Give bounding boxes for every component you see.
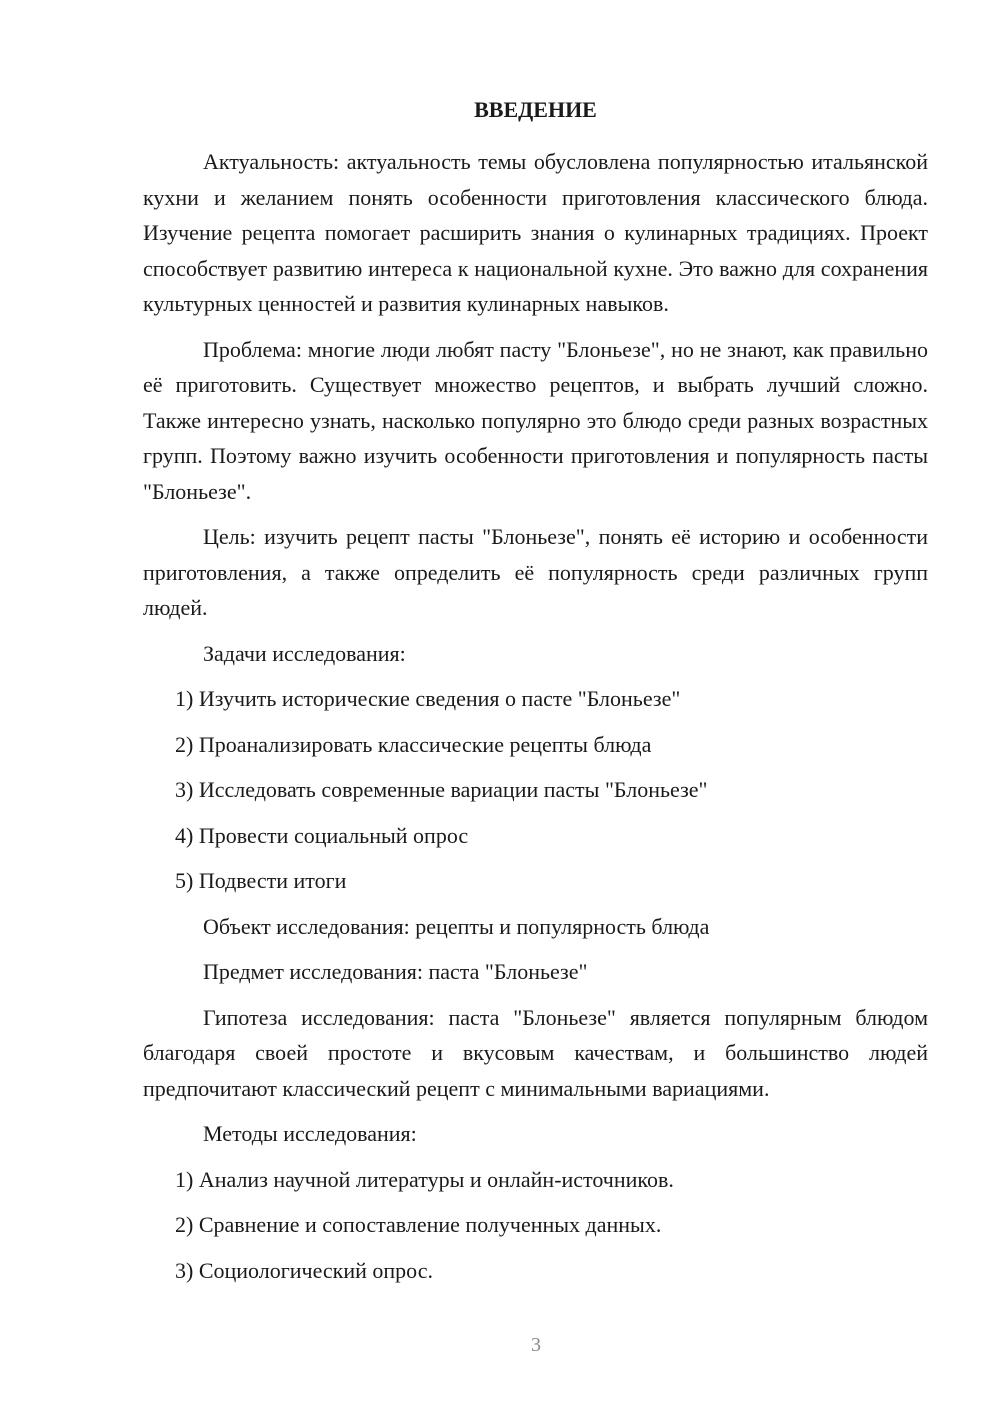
page-number: 3 bbox=[531, 1334, 541, 1356]
page-title: ВВЕДЕНИЕ bbox=[474, 97, 597, 122]
methods-label: Методы исследования: bbox=[203, 1121, 417, 1146]
task-item-5: 5) Подвести итоги bbox=[175, 868, 347, 893]
document-page bbox=[143, 94, 928, 1298]
method-item-1: 1) Анализ научной литературы и онлайн-источников. bbox=[175, 1166, 674, 1192]
task-item-3: 3) Исследовать современные вариации пасты "Блоньезе" bbox=[175, 777, 708, 802]
subject-line: Предмет исследования: паста "Блоньезе" bbox=[203, 959, 588, 984]
goal-paragraph: Цель: изучить рецепт пасты "Блоньезе", понять её историю и особенности приготовления, а также определить её популярность среди различных групп людей. bbox=[143, 524, 928, 620]
task-item-4: 4) Провести социальный опрос bbox=[175, 822, 469, 848]
hypothesis-paragraph: Гипотеза исследования: паста "Блоньезе" является популярным блюдом благодаря своей простоте и вкусовым качествам, и большинство людей предпочитают классический рецепт с минимальными вариациями. bbox=[143, 1004, 928, 1101]
relevance-paragraph: Актуальность: актуальность темы обусловлена популярностью итальянской кухни и желанием понять особенности приготовления классического блюда. Изучение рецепта помогает расширить знания о кулинарных традициях. Проект способствует развитию интереса к национальной кухне. Это важно для сохранения культурных ценностей и развития кулинарных навыков. bbox=[143, 149, 928, 316]
method-item-3: 3) Социологический опрос. bbox=[175, 1257, 433, 1283]
object-line: Объект исследования: рецепты и популярность блюда bbox=[203, 913, 710, 939]
method-item-2: 2) Сравнение и сопоставление полученных данных. bbox=[175, 1212, 662, 1237]
tasks-label: Задачи исследования: bbox=[203, 640, 406, 666]
task-item-2: 2) Проанализировать классические рецепты блюда bbox=[175, 731, 652, 757]
task-item-1: 1) Изучить исторические сведения о пасте "Блоньезе" bbox=[175, 686, 681, 711]
problem-paragraph: Проблема: многие люди любят пасту "Блоньезе", но не знают, как правильно её приготовить. Существует множество рецептов, и выбрать лучший сложно. Также интересно узнать, насколько популярно это блюдо среди разных возрастных групп. Поэтому важно изучить особенности приготовления и популярность пасты "Блоньезе". bbox=[143, 336, 928, 504]
